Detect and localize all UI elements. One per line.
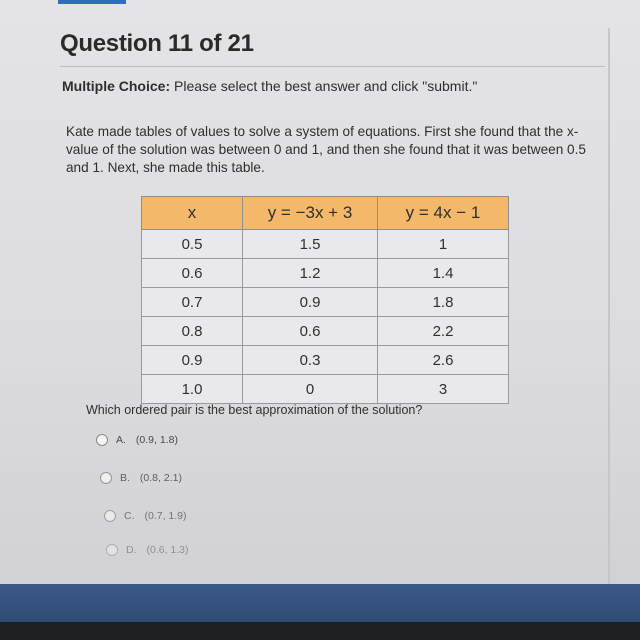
values-table [141,196,509,404]
screen-bezel [0,622,640,640]
choice-letter: A. [116,434,126,446]
choice-text: (0.8, 2.1) [139,472,182,484]
table-row [142,317,509,346]
radio-button-icon[interactable] [106,544,118,556]
cell-y1: 1.5 [243,230,378,259]
instructions [62,78,477,94]
table-row [142,375,509,404]
choice-d[interactable] [106,544,189,556]
question-passage: Kate made tables of values to solve a system of equations. First she found that the x-value of the solution was between 0 and 1, and then she found that it was between 0.5 and 1. Next, she made this table. [66,124,586,175]
cell-x: 0.9 [142,346,243,375]
choice-a[interactable] [96,434,178,446]
cell-x: 0.8 [142,317,243,346]
radio-button-icon[interactable] [96,434,108,446]
choice-text: (0.9, 1.8) [135,434,178,446]
cell-y1: 0 [243,375,378,404]
choice-letter: D. [126,544,137,556]
choice-c[interactable] [104,510,187,522]
cell-y1: 0.9 [243,288,378,317]
cell-y2: 2.6 [378,346,509,375]
cell-y1: 1.2 [243,259,378,288]
cell-y2: 3 [378,375,509,404]
cell-y2: 1.4 [378,259,509,288]
header-x: x [142,197,243,230]
cell-x: 0.6 [142,259,243,288]
table-row [142,346,509,375]
cell-y2: 1.8 [378,288,509,317]
choice-letter: B. [120,472,130,484]
header-divider [60,66,605,67]
cell-x: 1.0 [142,375,243,404]
choice-text: (0.7, 1.9) [144,510,187,522]
table-header-row [142,197,509,230]
instructions-label: Multiple Choice: [62,78,171,94]
choice-letter: C. [124,510,135,522]
cell-x: 0.5 [142,230,243,259]
choice-text: (0.6, 1.3) [146,544,189,556]
cell-x: 0.7 [142,288,243,317]
header-equation-2: y = 4x − 1 [378,197,509,230]
cell-y1: 0.3 [243,346,378,375]
question-prompt: Which ordered pair is the best approximation of the solution? [86,403,423,417]
table-row [142,259,509,288]
radio-button-icon[interactable] [100,472,112,484]
top-accent-bar [58,0,126,4]
instructions-text: Please select the best answer and click "submit." [170,78,478,94]
bottom-navigation-bar [0,584,640,622]
cell-y2: 1 [378,230,509,259]
header-equation-1: y = −3x + 3 [243,197,378,230]
cell-y2: 2.2 [378,317,509,346]
cell-y1: 0.6 [243,317,378,346]
choice-b[interactable] [100,472,182,484]
panel-border [608,28,610,588]
question-title: Question 11 of 21 [60,30,254,57]
table-row [142,230,509,259]
table-row [142,288,509,317]
radio-button-icon[interactable] [104,510,116,522]
